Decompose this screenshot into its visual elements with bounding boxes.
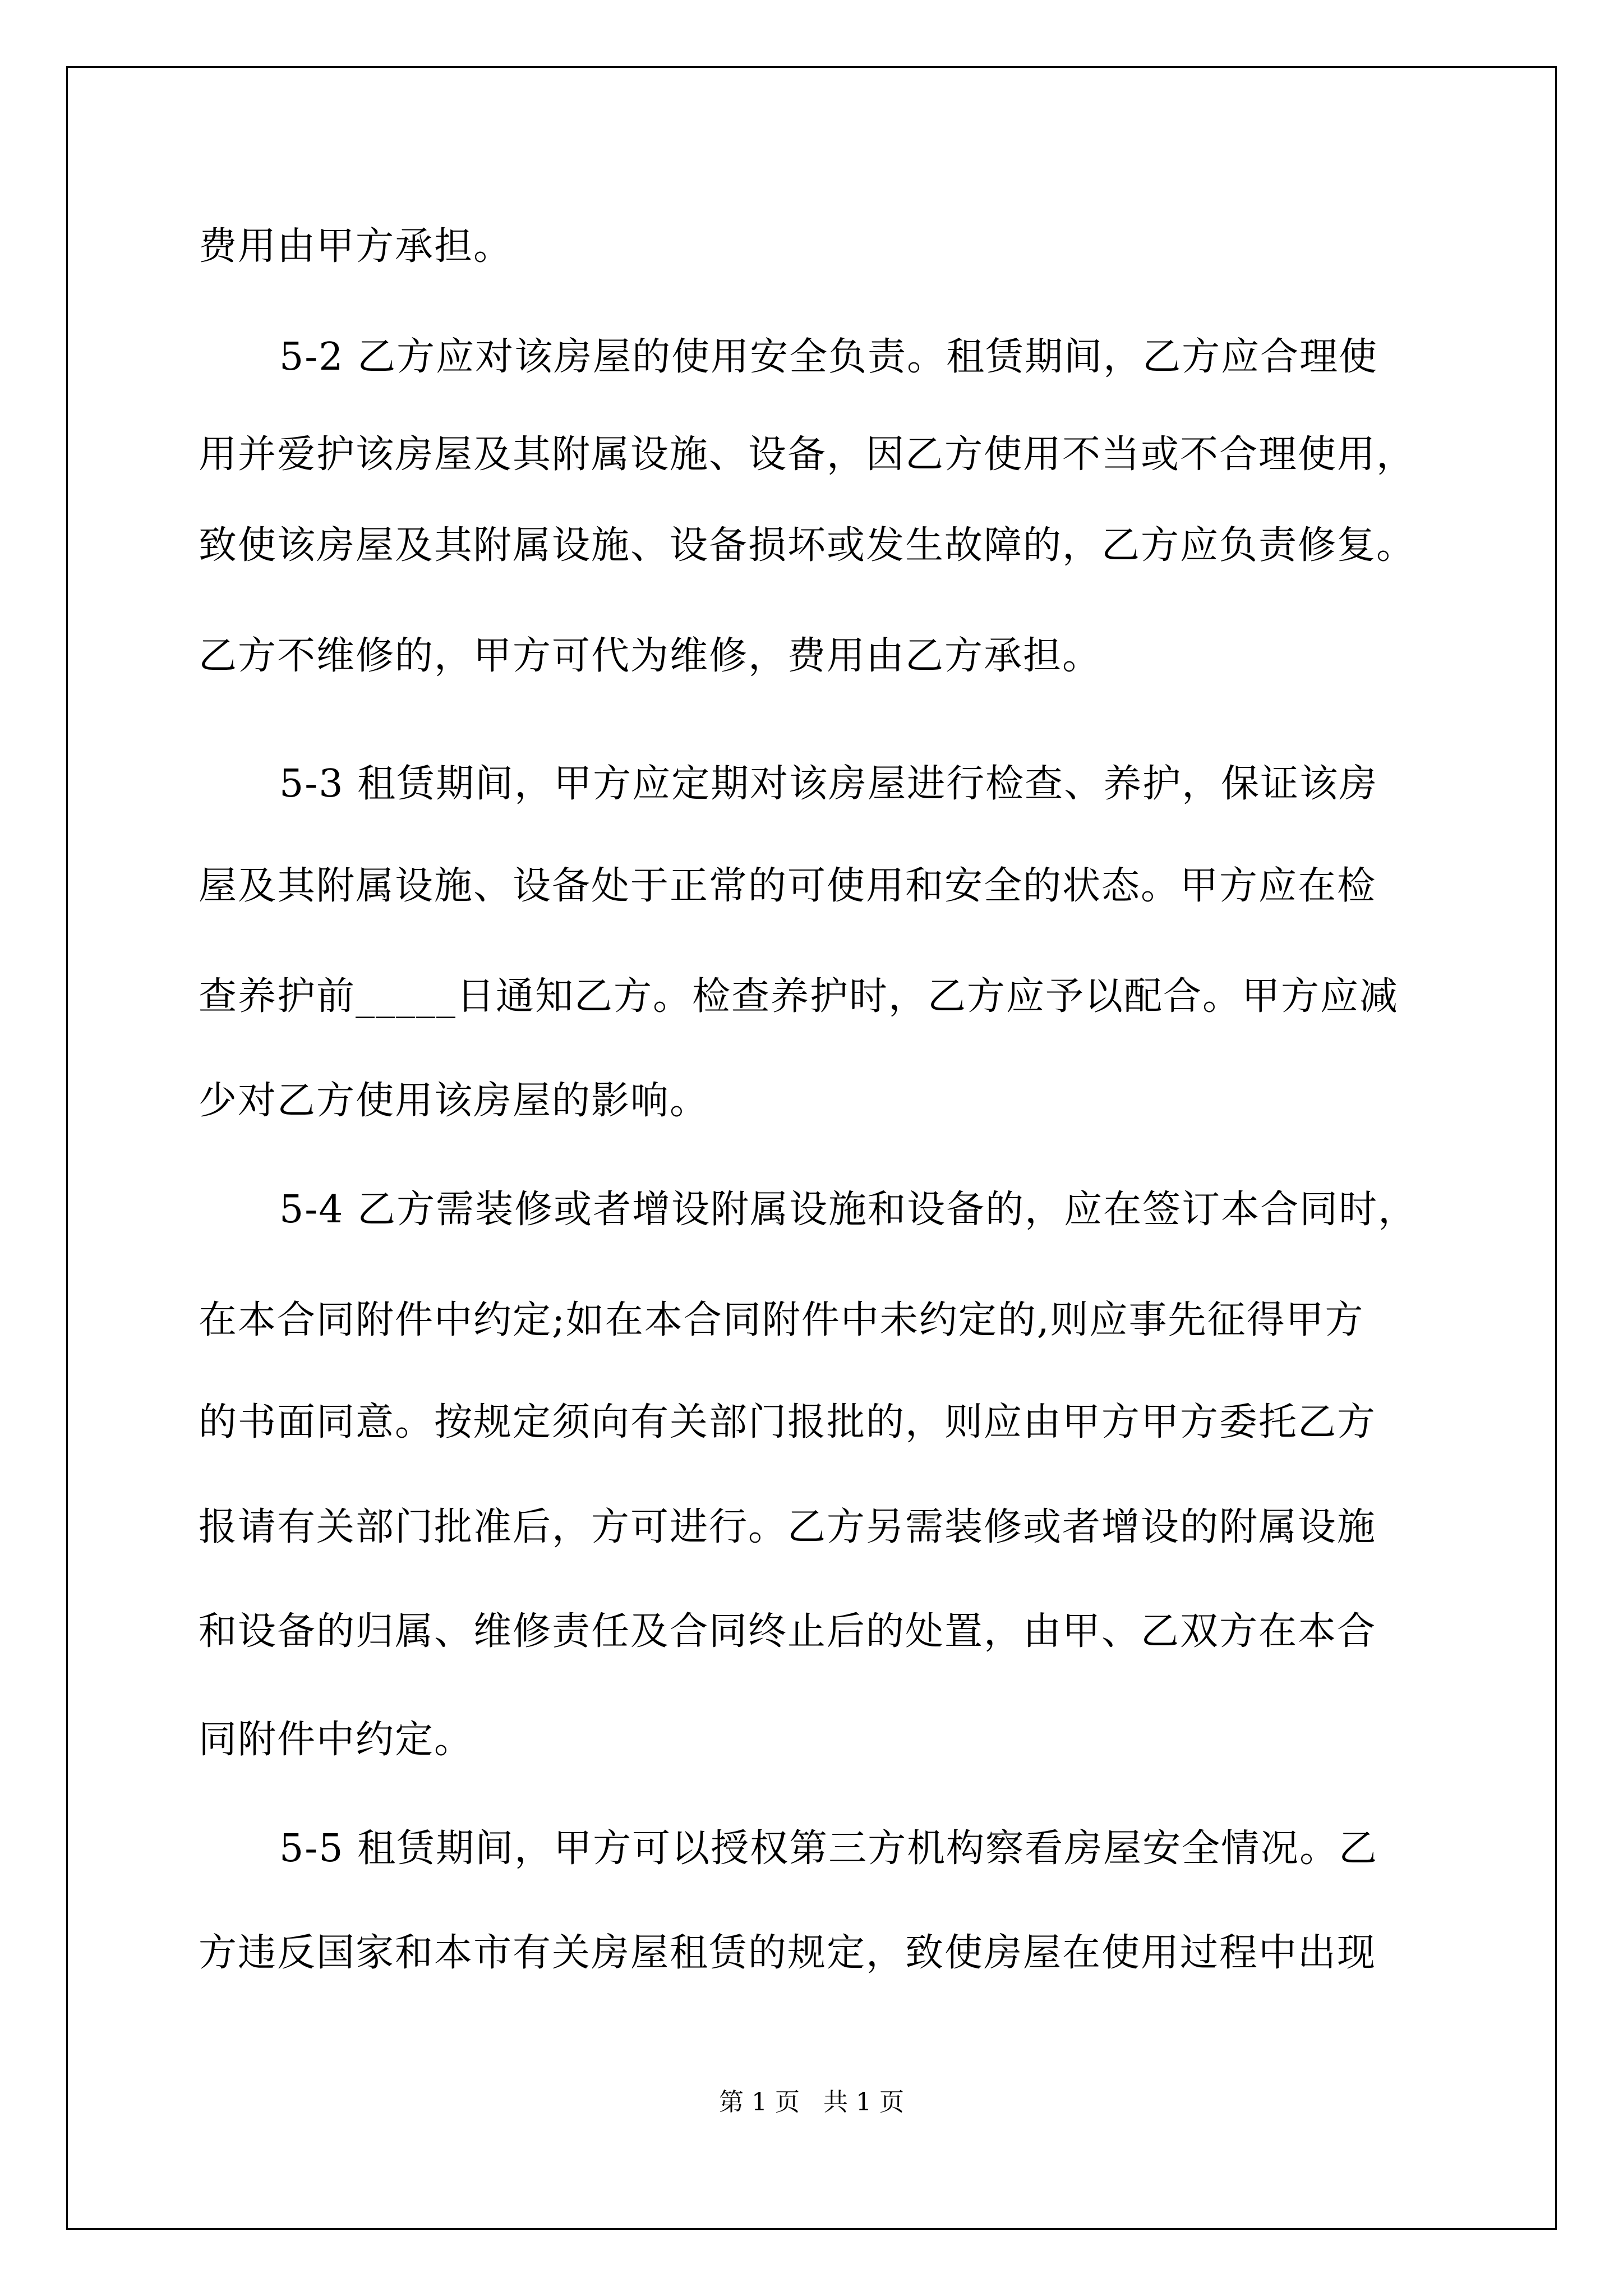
page-number-footer: 第 1 页 共 1 页	[719, 2088, 904, 2116]
paragraph-line: 和设备的归属、维修责任及合同终止后的处置，由甲、乙双方在本合	[199, 1609, 1377, 1654]
paragraph-line: 费用由甲方承担。	[199, 224, 513, 269]
paragraph-line: 同附件中约定。	[199, 1718, 474, 1762]
paragraph-line: 少对乙方使用该房屋的影响。	[199, 1079, 709, 1123]
paragraph-line: 5-4 乙方需装修或者增设附属设施和设备的，应在签订本合同时，	[279, 1188, 1418, 1232]
paragraph-line: 报请有关部门批准后，方可进行。乙方另需装修或者增设的附属设施	[199, 1505, 1377, 1549]
paragraph-line: 5-3 租赁期间，甲方应定期对该房屋进行检查、养护，保证该房	[279, 762, 1378, 806]
paragraph-line: 屋及其附属设施、设备处于正常的可使用和安全的状态。甲方应在检	[199, 864, 1377, 908]
page-border	[66, 66, 1557, 2230]
paragraph-line: 乙方不维修的，甲方可代为维修，费用由乙方承担。	[199, 634, 1102, 678]
paragraph-line: 用并爱护该房屋及其附属设施、设备，因乙方使用不当或不合理使用，	[199, 432, 1416, 477]
paragraph-line: 方违反国家和本市有关房屋租赁的规定，致使房屋在使用过程中出现	[199, 1931, 1377, 1975]
paragraph-line: 致使该房屋及其附属设施、设备损坏或发生故障的，乙方应负责修复。	[199, 523, 1416, 568]
paragraph-line: 在本合同附件中约定;如在本合同附件中未约定的,则应事先征得甲方	[199, 1298, 1364, 1342]
paragraph-line: 5-5 租赁期间，甲方可以授权第三方机构察看房屋安全情况。乙	[279, 1826, 1378, 1871]
paragraph-line: 查养护前_____日通知乙方。检查养护时，乙方应予以配合。甲方应减	[199, 974, 1399, 1019]
paragraph-line: 的书面同意。按规定须向有关部门报批的，则应由甲方甲方委托乙方	[199, 1400, 1377, 1444]
paragraph-line: 5-2 乙方应对该房屋的使用安全负责。租赁期间，乙方应合理使	[279, 335, 1378, 379]
